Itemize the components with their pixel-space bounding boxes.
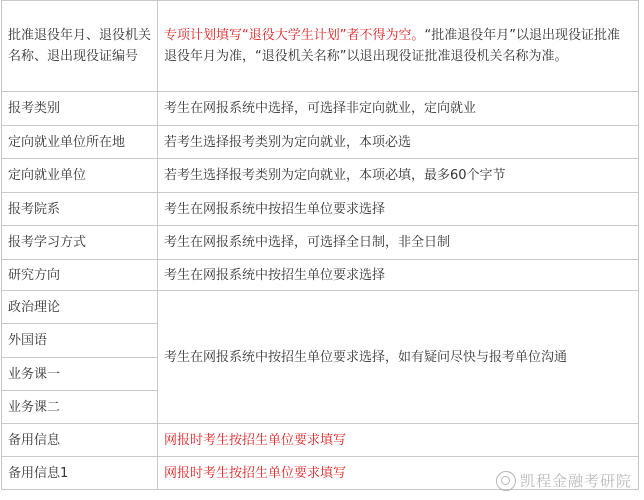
field-label-cell: [2, 260, 158, 291]
field-description: 若考生选择报考类别为定向就业，本项必选: [164, 134, 412, 150]
field-label-cell: [2, 126, 158, 159]
field-label: 业务课二: [8, 399, 61, 415]
field-description: 考生在网报系统中按招生单位要求选择: [164, 267, 386, 283]
table-row: [2, 291, 639, 324]
table-row: [2, 260, 639, 291]
field-label-cell: [2, 291, 158, 324]
table-row: [2, 1, 639, 92]
field-description-highlight: 网报时考生按招生单位要求填写: [164, 432, 347, 448]
field-label: 批准退役年月、退役机关名称、退出现役证编号: [8, 28, 152, 64]
table-row: [2, 159, 639, 193]
field-label-cell: [2, 424, 158, 457]
table-row: [2, 126, 639, 159]
field-label-cell: [2, 159, 158, 193]
field-label: 报考院系: [8, 201, 61, 217]
table-row: [2, 92, 639, 126]
field-description-cell: [158, 193, 639, 226]
field-label: 定向就业单位: [8, 168, 87, 183]
field-label-cell: [2, 92, 158, 126]
field-label-cell: [2, 457, 158, 490]
field-label-cell: [2, 358, 158, 391]
field-label: 备用信息: [8, 432, 61, 448]
watermark: [496, 470, 632, 491]
field-description-cell: [158, 126, 639, 159]
field-description-cell: [158, 424, 639, 457]
weibo-logo-icon: [496, 471, 516, 491]
field-description-cell: [158, 159, 639, 193]
field-description: “批准退役年月”以退出现役证批准退役年月为准，“退役机关名称”以退出现役证批准退役机关名称为准。: [164, 28, 620, 64]
field-description: 考生在网报系统中选择，可选择非定向就业，定向就业: [164, 101, 477, 116]
field-label-cell: [2, 193, 158, 226]
field-description: 考生在网报系统中按招生单位要求选择，如有疑问尽快与报考单位沟通: [164, 349, 568, 365]
table-row: [2, 226, 639, 260]
field-label: 报考学习方式: [8, 235, 87, 250]
table-row: [2, 424, 639, 457]
field-description-highlight: 网报时考生按招生单位要求填写: [164, 465, 347, 481]
info-table: [1, 0, 639, 490]
field-label-cell: [2, 391, 158, 424]
field-label: 政治理论: [8, 299, 61, 315]
field-description-cell: [158, 226, 639, 260]
field-label-cell: [2, 1, 158, 92]
field-description-cell: [158, 291, 639, 424]
field-description-cell: [158, 260, 639, 291]
field-description: 考生在网报系统中选择，可选择全日制，非全日制: [164, 235, 451, 250]
field-description: 考生在网报系统中按招生单位要求选择: [164, 201, 386, 217]
table-row: [2, 193, 639, 226]
field-description-highlight: 专项计划填写“退役大学生计划”者不得为空。: [164, 28, 425, 43]
field-label-cell: [2, 324, 158, 358]
field-label-cell: [2, 226, 158, 260]
field-label: 外国语: [8, 333, 48, 348]
field-label: 研究方向: [8, 267, 61, 283]
field-label: 定向就业单位所在地: [8, 134, 126, 150]
field-label: 业务课一: [8, 366, 61, 382]
field-description: 若考生选择报考类别为定向就业，本项必填，最多60个字节: [164, 168, 506, 183]
field-description-cell: [158, 1, 639, 92]
field-description-cell: [158, 92, 639, 126]
field-label: 报考类别: [8, 101, 61, 116]
watermark-text: 凯程金融考研院: [519, 472, 632, 490]
field-label: 备用信息1: [8, 465, 69, 481]
